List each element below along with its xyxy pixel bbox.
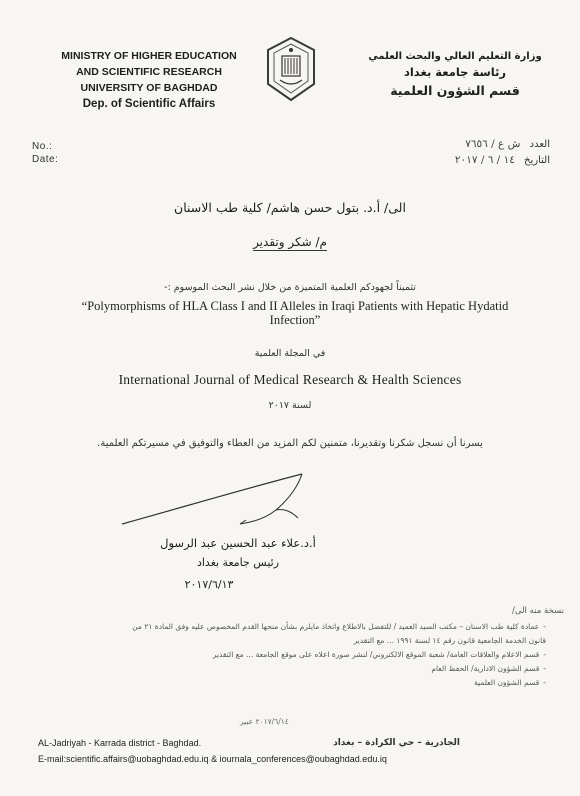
university-seal-icon: [262, 36, 320, 102]
recipient: الى/ أ.د. بتول حسن هاشم/ كلية طب الاسنان: [174, 200, 406, 215]
reference-number-ar: [465, 138, 550, 150]
closing-text: يسرنا أن نسجل شكرنا وتقديرنا، متمنين لكم المزيد من العطاء والتوفيق في مسيرتكم العلمية.: [97, 438, 483, 449]
letterhead-english: [44, 48, 254, 112]
cc-heading: نسخة منه الى/: [512, 606, 564, 616]
cc-item: -قسم الشؤون الادارية/ الحفظ العام: [431, 664, 546, 673]
footer-address-ar: الجادرية – حي الكرادة – بغداد: [333, 738, 460, 748]
ar-number-label: العدد: [529, 139, 550, 150]
date-label: Date:: [32, 154, 59, 165]
footer-email: E-mail:scientific.affairs@uobaghdad.edu.iq & iournala_conferences@oubaghdad.edu.iq: [38, 754, 387, 764]
ministry-ar: وزارة التعليم العالي والبحث العلمي: [368, 51, 542, 62]
subject-line: [0, 235, 580, 249]
ar-date-value: ١٤ / ٦ / ٢٠١٧: [454, 154, 515, 166]
cc-item: -عمادة كلية طب الاسنان – مكتب السيد العميد / للتفضل بالاطلاع واتخاذ مايلزم بشأن منحها القدم المخصوص عليه وفق المادة ٢١ من: [132, 622, 546, 631]
signer-title: رئيس جامعة بغداد: [196, 556, 280, 569]
cc-item: -قسم الشؤون العلمية: [474, 678, 546, 687]
signer-name: أ.د.علاء عبد الحسين عبد الرسول: [160, 536, 316, 550]
department-line: Dep. of Scientific Affairs: [82, 98, 216, 110]
university-line: UNIVERSITY OF BAGHDAD: [80, 82, 218, 94]
ar-number-value: ش ع / ٧٦٥٦: [465, 138, 521, 150]
intro-text: تثميناً لجهودكم العلمية المتميزة من خلال نشر البحث الموسوم :-: [164, 282, 416, 293]
cc-list: [76, 620, 546, 690]
cc-item: قانون الخدمة الجامعية قانون رقم ١٤ لسنة ١٩٩١ ... مع التقدير: [353, 636, 546, 645]
number-label: No.:: [32, 141, 53, 152]
publication-year: لسنة ٢٠١٧: [268, 400, 312, 411]
university-ar: رئاسة جامعة بغداد: [403, 65, 507, 79]
subject-text: م/ شكر وتقدير: [253, 235, 327, 249]
signature-date: ٢٠١٧/٦/١٣: [184, 578, 234, 591]
research-line: AND SCIENTIFIC RESEARCH: [76, 66, 222, 78]
paper-title: “Polymorphisms of HLA Class I and II Alleles in Iraqi Patients with Hepatic Hydatid Infection”: [81, 299, 509, 327]
ministry-line: MINISTRY OF HIGHER EDUCATION: [61, 50, 237, 62]
ar-date-label: التاريخ: [524, 155, 550, 166]
footer-address: AL-Jadriyah - Karrada district - Baghdad.: [38, 738, 202, 748]
letterhead-arabic: [350, 50, 560, 100]
reference-date-ar: [455, 154, 550, 166]
signature-icon: [40, 468, 340, 528]
cc-item: -قسم الاعلام والعلاقات العامة/ شعبة الموقع الالكتروني/ لنشر صورة اعلاه على موقع الجامعة ... مع التقدير: [212, 650, 546, 659]
department-ar: قسم الشؤون العلمية: [390, 83, 520, 98]
journal-label: في المجلة العلمية: [254, 348, 326, 359]
journal-name: International Journal of Medical Research & Health Sciences: [118, 372, 462, 387]
typist-mark: ٢٠١٧/٦/١٤ عبير: [240, 717, 289, 726]
